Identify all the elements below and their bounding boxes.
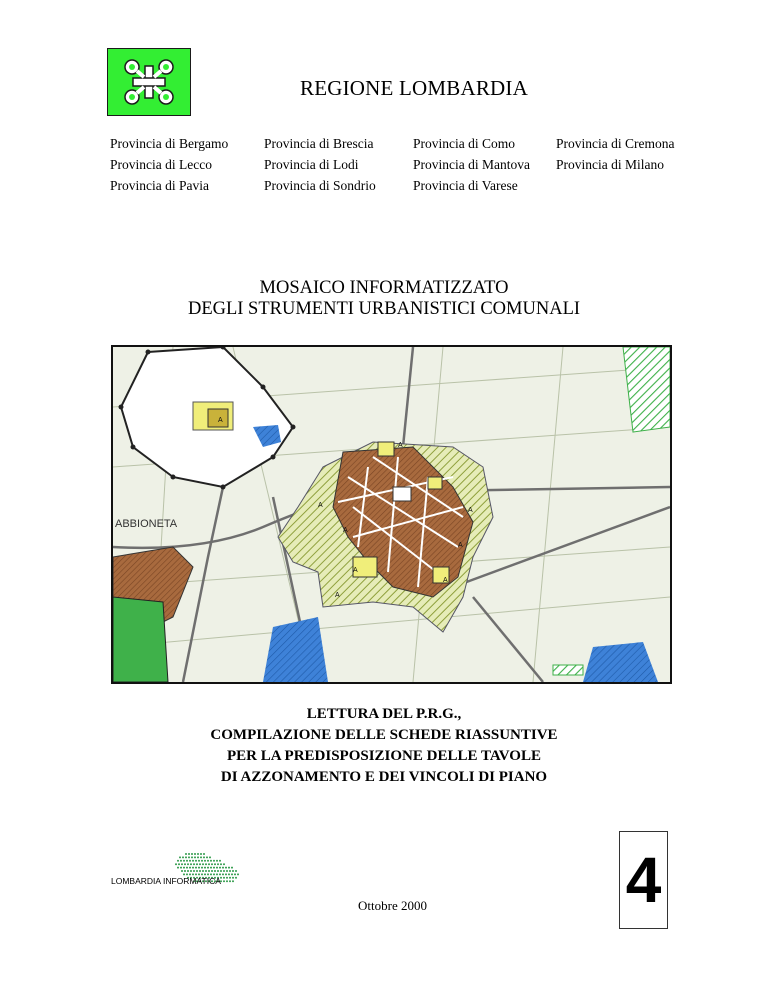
map-town-label: ABBIONETA (115, 518, 178, 530)
province-lecco: Provincia di Lecco (110, 157, 212, 172)
publication-date: Ottobre 2000 (358, 898, 427, 913)
svg-text:A: A (458, 542, 463, 549)
province-bergamo: Provincia di Bergamo (110, 136, 229, 151)
document-subtitle (0, 704, 768, 788)
svg-text:A: A (335, 592, 340, 599)
province-pavia: Provincia di Pavia (110, 178, 209, 193)
svg-text:A: A (468, 507, 473, 514)
svg-text:A: A (218, 417, 223, 424)
publisher-logo-text: LOMBARDIA INFORMATICA (111, 876, 221, 886)
province-como: Provincia di Como (413, 136, 515, 151)
province-brescia: Provincia di Brescia (264, 136, 374, 151)
zoning-map-svg (113, 347, 670, 682)
subtitle-line-2: COMPILAZIONE DELLE SCHEDE RIASSUNTIVE (210, 727, 558, 743)
title-line-2: DEGLI STRUMENTI URBANISTICI COMUNALI (187, 299, 581, 319)
title-line-1: MOSAICO INFORMATIZZATO (259, 278, 509, 298)
region-logo (107, 48, 191, 116)
svg-text:A: A (353, 567, 358, 574)
province-milano: Provincia di Milano (556, 157, 664, 172)
svg-text:A: A (398, 442, 403, 449)
svg-text:A: A (443, 577, 448, 584)
region-title: REGIONE LOMBARDIA (300, 76, 528, 100)
subtitle-line-1: LETTURA DEL P.R.G., (306, 706, 462, 722)
subtitle-line-4: DI AZZONAMENTO E DEI VINCOLI DI PIANO (220, 769, 548, 785)
province-mantova: Provincia di Mantova (413, 157, 530, 172)
province-varese: Provincia di Varese (413, 178, 518, 193)
province-sondrio: Provincia di Sondrio (264, 178, 376, 193)
province-cremona: Provincia di Cremona (556, 136, 675, 151)
svg-text:A: A (318, 502, 323, 509)
volume-number: 4 (625, 844, 662, 916)
volume-box (619, 831, 668, 929)
subtitle-line-3: PER LA PREDISPOSIZIONE DELLE TAVOLE (227, 748, 541, 764)
zoning-map (111, 345, 672, 684)
document-title (0, 278, 768, 320)
rosa-camuna-icon (108, 49, 190, 115)
province-lodi: Provincia di Lodi (264, 157, 359, 172)
svg-text:A: A (343, 527, 348, 534)
